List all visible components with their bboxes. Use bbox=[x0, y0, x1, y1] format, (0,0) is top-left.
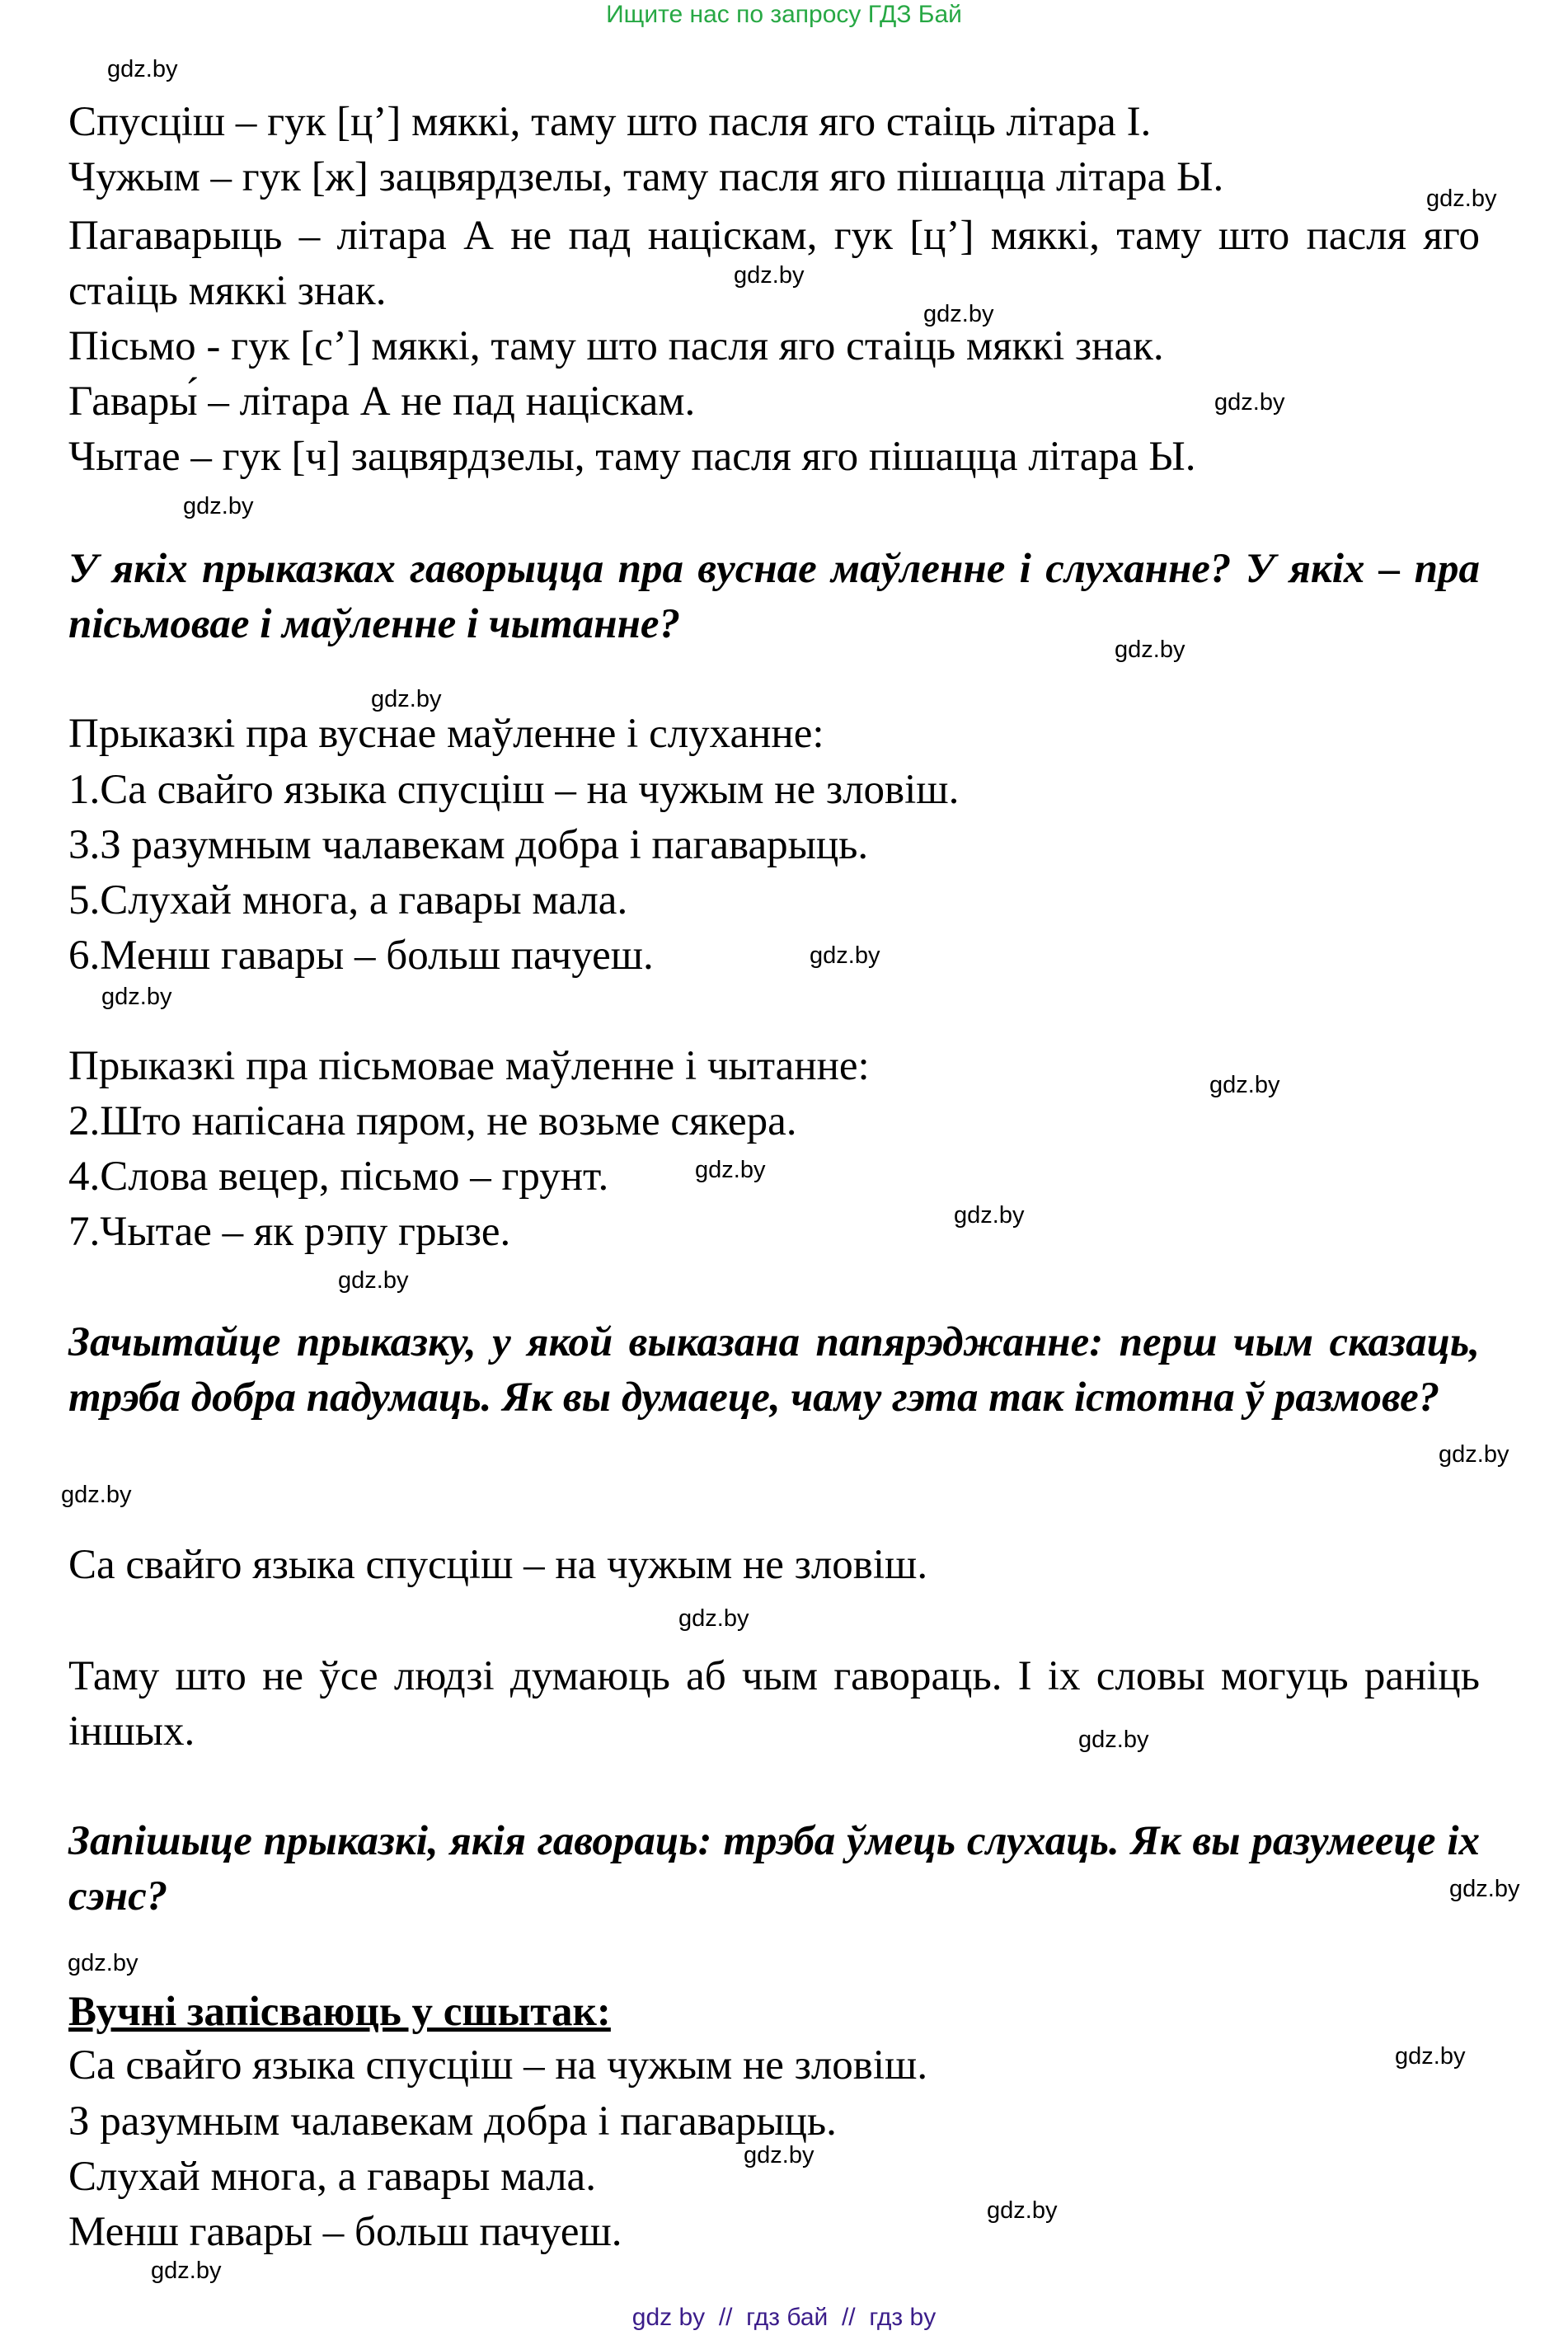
list-item: 5.Слухай многа, а гавары мала. bbox=[68, 877, 628, 923]
watermark: gdz.by bbox=[695, 1157, 766, 1183]
watermark: gdz.by bbox=[1209, 1072, 1280, 1098]
text-line: Спусціш – гук [ц’] мяккі, таму што пасля яго стаіць літара І. bbox=[68, 99, 1152, 145]
watermark: gdz.by bbox=[954, 1202, 1025, 1229]
watermark: gdz.by bbox=[1426, 186, 1497, 212]
notebook-heading: Вучні запісваюць у сшытак: bbox=[68, 1989, 611, 2035]
question-heading: У якіх прыказках гаворыцца пра вуснае маўленне і слуханне? У якіх – пра пісьмовае і маўленне і чытанне? bbox=[68, 546, 1480, 647]
watermark: gdz.by bbox=[338, 1267, 409, 1294]
top-banner[interactable]: Ищите нас по запросу ГДЗ Бай bbox=[606, 1, 962, 28]
answer-line: Са свайго языка спусціш – на чужым не зловіш. bbox=[68, 1542, 928, 1588]
list-item: 3.З разумным чалавекам добра і пагаварыць. bbox=[68, 822, 869, 868]
list-item: Слухай многа, а гавары мала. bbox=[68, 2154, 596, 2200]
watermark: gdz.by bbox=[734, 262, 805, 289]
list-item: 1.Са свайго языка спусціш – на чужым не зловіш. bbox=[68, 767, 960, 813]
question-heading: Запішыце прыказкі, якія гавораць: трэба ўмець слухаць. Як вы разумееце іх сэнс? bbox=[68, 1818, 1480, 1919]
watermark: gdz.by bbox=[61, 1482, 132, 1508]
question-heading: Зачытайце прыказку, у якой выказана папярэджанне: перш чым сказаць, трэба добра падумаць. Як вы думаеце, чаму гэта так істотна ў размове? bbox=[68, 1319, 1480, 1421]
list-item: 6.Менш гавары – больш пачуеш. bbox=[68, 933, 654, 979]
watermark: gdz.by bbox=[1214, 389, 1285, 416]
footer-links[interactable]: gdz by // гдз бай // гдз by bbox=[631, 2304, 937, 2331]
watermark: gdz.by bbox=[371, 686, 442, 712]
text-line: Гавары́ – літара А не пад націскам. bbox=[68, 378, 696, 425]
watermark: gdz.by bbox=[183, 493, 254, 519]
watermark: gdz.by bbox=[101, 984, 172, 1010]
watermark: gdz.by bbox=[987, 2197, 1058, 2224]
watermark: gdz.by bbox=[1078, 1727, 1149, 1753]
watermark: gdz.by bbox=[68, 1950, 138, 1976]
watermark: gdz.by bbox=[151, 2258, 222, 2284]
watermark: gdz.by bbox=[923, 301, 994, 327]
text-line: Чытае – гук [ч] зацвярдзелы, таму пасля яго пішацца літара Ы. bbox=[68, 434, 1196, 480]
watermark: gdz.by bbox=[1115, 637, 1185, 663]
watermark: gdz.by bbox=[1449, 1876, 1520, 1902]
list-item: 2.Што напісана пяром, не возьме сякера. bbox=[68, 1098, 797, 1144]
text-line: Чужым – гук [ж] зацвярдзелы, таму пасля яго пішацца літара Ы. bbox=[68, 154, 1224, 200]
explanation-paragraph: Таму што не ўсе людзі думаюць аб чым гавораць. І іх словы могуць раніць іншых. bbox=[68, 1653, 1480, 1755]
list-item: З разумным чалавекам добра і пагаварыць. bbox=[68, 2098, 837, 2145]
section-title: Прыказкі пра пісьмовае маўленне і чытанне: bbox=[68, 1043, 870, 1089]
list-item: 4.Слова вецер, пісьмо – грунт. bbox=[68, 1154, 609, 1200]
text-paragraph: Пагаварыць – літара А не пад націскам, гук [ц’] мяккі, таму што пасля яго стаіць мяккі знак. bbox=[68, 213, 1480, 314]
watermark: gdz.by bbox=[1439, 1441, 1509, 1468]
watermark: gdz.by bbox=[107, 56, 178, 82]
list-item: Са свайго языка спусціш – на чужым не зловіш. bbox=[68, 2042, 928, 2089]
text-line: Пісьмо - гук [с’] мяккі, таму што пасля яго стаіць мяккі знак. bbox=[68, 323, 1164, 369]
section-title: Прыказкі пра вуснае маўленне і слуханне: bbox=[68, 711, 824, 757]
list-item: Менш гавары – больш пачуеш. bbox=[68, 2209, 622, 2255]
watermark: gdz.by bbox=[678, 1605, 749, 1632]
watermark: gdz.by bbox=[1395, 2043, 1466, 2070]
list-item: 7.Чытае – як рэпу грызе. bbox=[68, 1209, 511, 1255]
watermark: gdz.by bbox=[744, 2142, 815, 2168]
watermark: gdz.by bbox=[810, 942, 880, 969]
